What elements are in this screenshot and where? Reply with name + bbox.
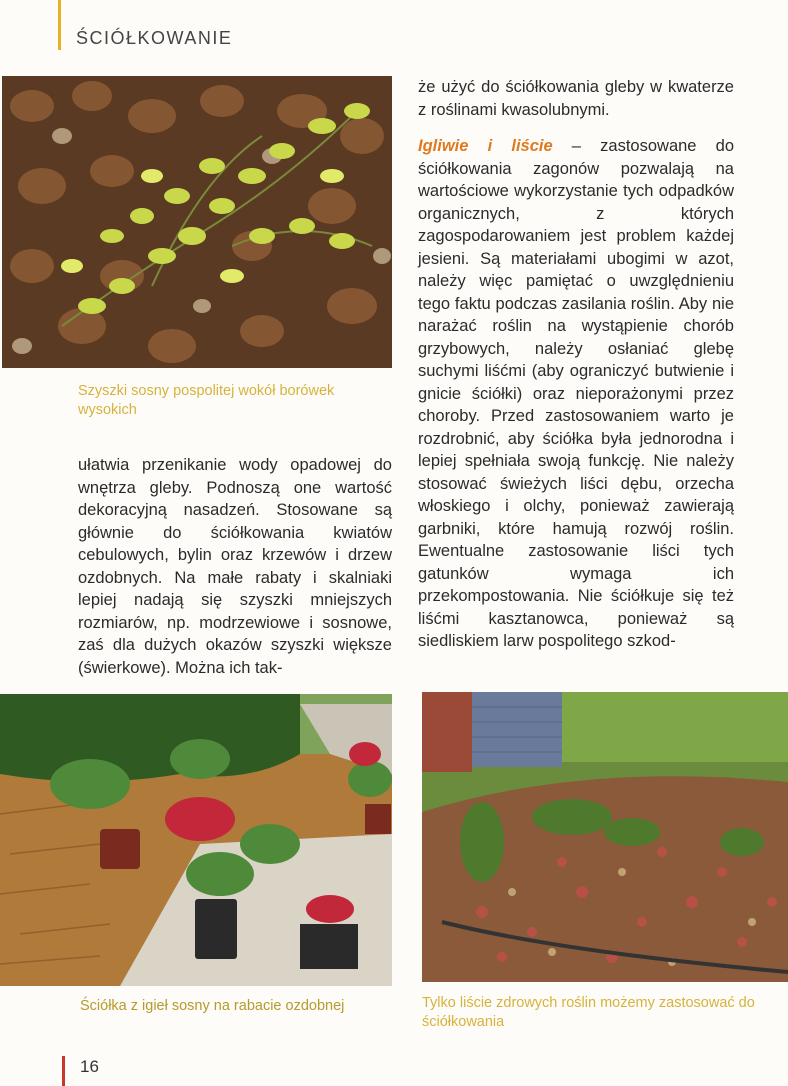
pine-needles-caption: Ściółka z igieł sosny na rabacie ozdobnej — [80, 998, 345, 1014]
right-paragraph — [418, 135, 734, 653]
right-text-column — [418, 76, 734, 667]
page-number-bar — [62, 1056, 65, 1086]
leaf-mulch-caption: Tylko liście zdrowych roślin możemy zastosować do ściółkowania — [422, 995, 755, 1030]
right-paragraph-text: – zastosowane do ściółkowania zagonów pozwalają na wartościowe wykorzystanie tych odpadków organicznych, z których zagospodarowaniem jest problem każdej jesieni. Są materiałami ubogimi w azot, należy więc pamiętać o uwzględnieniu tego faktu podczas zasilania roślin. Aby nie narażać roślin na wystąpienie chorób grzybowych, należy osłaniać glebę suchymi liśćmi (aby ograniczyć butwienie i gnicie ściółki) oraz nieporażonymi przez choroby. Przed zastosowaniem warto je rozdrobnić, aby ściółka była jednorodna i lepiej spełniała swoją funkcję. Nie należy stosować świeżych liści dębu, orzecha włoskiego i olchy, ponieważ zawierają garbniki, które hamują rozwój roślin. Ewentualne zastosowanie liści tych gatunków wymaga ich przekompostowania. Nie ściółkuje się też liśćmi kasztanowca, ponieważ są siedliskiem larw pospolitego szkod- — [418, 137, 734, 650]
pine-cones-caption: Szyszki sosny pospolitej wokół borówek wysokich — [78, 383, 335, 418]
lead-term: Igliwie i liście — [418, 137, 553, 155]
left-text-column — [78, 454, 392, 693]
right-continuation: że użyć do ściółkowania gleby w kwaterze z roślinami kwasolubnymi. — [418, 78, 734, 119]
section-title: ŚCIÓŁKOWANIE — [76, 28, 233, 48]
page-number: 16 — [80, 1057, 99, 1076]
header-accent-bar — [58, 0, 61, 50]
left-paragraph: ułatwia przenikanie wody opadowej do wnętrza gleby. Podnoszą one wartość dekoracyjną nasadzeń. Stosowane są głównie do ściółkowania kwiatów cebulowych, bylin oraz krzewów i drzew ozdobnych. Na małe rabaty i skalniaki lepiej nadają się szyszki mniejszych rozmiarów, np. modrzewiowe i sosnowe, zaś dla dużych okazów szyszki większe (świerkowe). Można ich tak- — [78, 456, 392, 677]
leaf-mulch-photo — [422, 692, 788, 982]
pine-cones-photo — [2, 76, 392, 368]
pine-needles-photo — [0, 694, 392, 986]
